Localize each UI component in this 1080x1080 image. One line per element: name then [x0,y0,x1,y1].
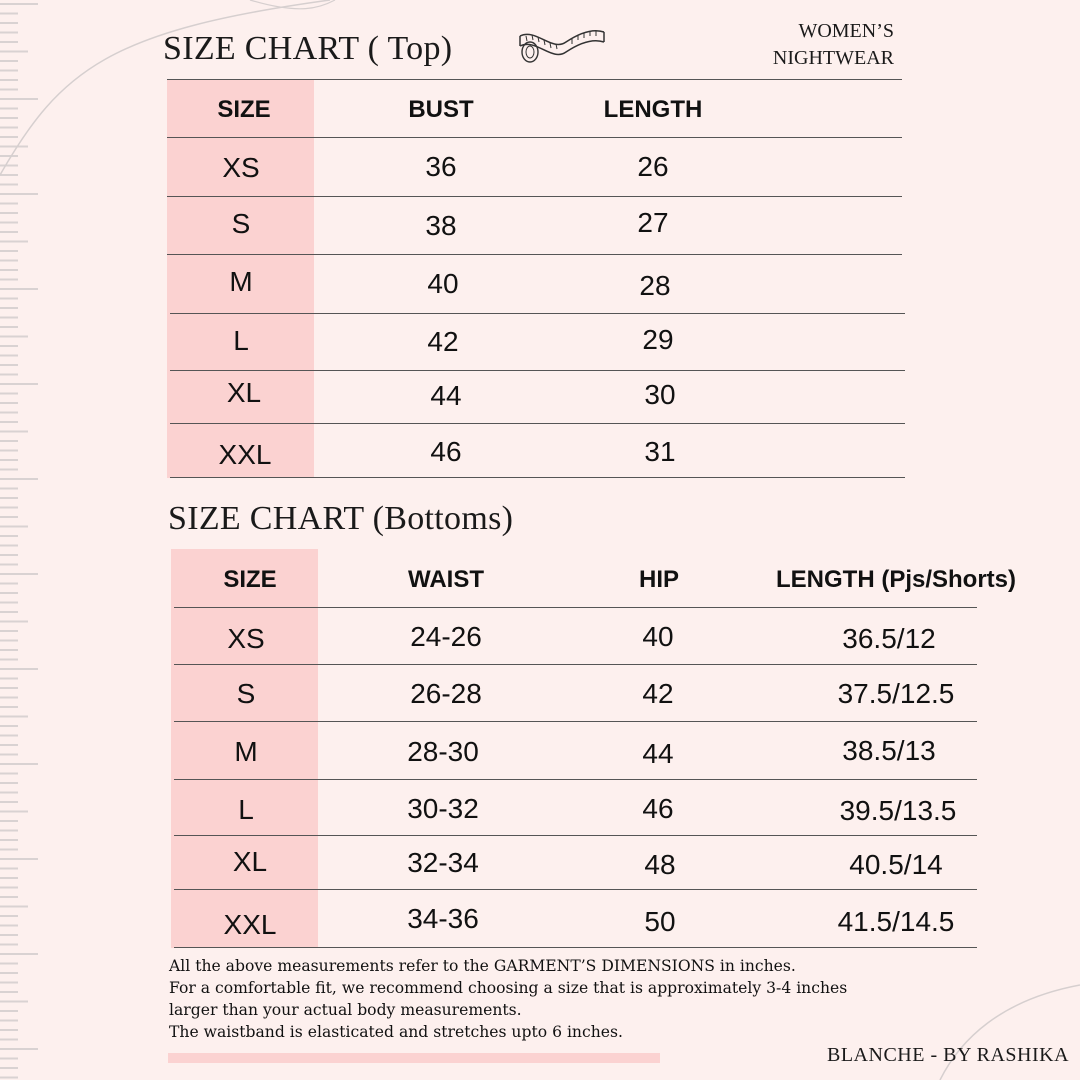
top-row-m-bust: 40 [427,268,459,299]
bottom-row-xs-hip: 40 [642,621,674,652]
top-row-s-bust: 38 [425,210,457,241]
top-row-l-length: 29 [642,324,674,355]
bottom-row-xl-waist: 32-34 [407,847,479,878]
top-table-line [167,79,902,80]
measuring-tape-icon [516,22,608,68]
top-row-xxl-bust: 46 [430,436,462,467]
bottom-header-size: SIZE [223,566,277,593]
bottom-row-xl-length: 40.5/14 [849,849,943,880]
bottom-row-m-size: M [234,736,258,767]
brand-bottom-label: BLANCHE - BY RASHIKA [827,1044,1070,1066]
bottom-row-xs-waist: 24-26 [410,621,482,652]
bottom-table-line [174,889,977,890]
top-row-l-size: L [233,325,249,356]
bottom-row-xl-size: XL [232,846,268,877]
bottom-row-s-waist: 26-28 [410,678,482,709]
bottom-row-m-hip: 44 [642,738,674,769]
top-table-line [170,423,905,424]
note-line: larger than your actual body measurements. [169,1001,522,1019]
bottom-row-s-length: 37.5/12.5 [837,678,955,709]
pink-divider-bar [168,1053,660,1063]
top-row-xs-size: XS [222,152,260,183]
top-header-length: LENGTH [603,96,703,123]
top-header-size: SIZE [217,96,271,123]
bottom-row-s-size: S [236,678,256,709]
top-table-line [167,254,902,255]
top-table-line [167,196,902,197]
top-chart-title: SIZE CHART ( Top) [163,30,453,67]
ruler-decoration [0,0,40,1080]
top-row-xs-bust: 36 [425,151,457,182]
top-row-xxl-size: XXL [218,439,272,470]
bottom-row-xs-size: XS [227,623,265,654]
bottom-row-xs-length: 36.5/12 [842,623,936,654]
top-row-xs-length: 26 [637,151,669,182]
bottom-row-xxl-waist: 34-36 [407,903,479,934]
bottom-table-line [174,947,977,948]
brand-top-line-2: NIGHTWEAR [772,47,894,69]
top-header-bust: BUST [408,96,474,123]
top-row-xl-size: XL [226,377,262,408]
top-row-s-size: S [231,208,251,239]
bottom-row-l-hip: 46 [642,793,674,824]
bottom-row-xxl-size: XXL [223,909,277,940]
bottom-row-m-length: 38.5/13 [842,735,936,766]
bottom-row-l-length: 39.5/13.5 [839,795,957,826]
top-row-s-length: 27 [637,207,669,238]
top-table-line [170,370,905,371]
measurement-notes [169,955,929,1043]
bottom-row-s-hip: 42 [642,678,674,709]
bottom-table-line [174,607,977,608]
bottom-row-xl-hip: 48 [644,849,676,880]
top-table-line [170,313,905,314]
top-row-l-bust: 42 [427,326,459,357]
top-table-line [167,137,902,138]
bottom-table-line [174,835,977,836]
bottom-table-line [174,721,977,722]
bottom-row-xxl-length: 41.5/14.5 [837,906,955,937]
bottom-row-m-waist: 28-30 [407,736,479,767]
note-line: The waistband is elasticated and stretches upto 6 inches. [169,1023,623,1041]
bottom-row-l-waist: 30-32 [407,793,479,824]
brand-top-line-1: WOMEN’S [798,20,894,42]
bottom-header-waist: WAIST [408,566,484,593]
top-row-m-length: 28 [639,270,671,301]
brand-top-label [773,18,894,72]
note-line: For a comfortable fit, we recommend choosing a size that is approximately 3-4 inches [169,979,848,997]
bottom-header-hip: HIP [638,566,680,593]
note-line: All the above measurements refer to the GARMENT’S DIMENSIONS in inches. [169,957,796,975]
bottom-row-xxl-hip: 50 [644,906,676,937]
bottom-row-l-size: L [238,794,254,825]
bottom-table-line [174,779,977,780]
bottom-table-line [174,664,977,665]
bottom-chart-title: SIZE CHART (Bottoms) [168,500,514,537]
bottom-header-length: LENGTH (Pjs/Shorts) [775,566,1017,593]
top-row-m-size: M [229,266,253,297]
top-table-line [170,477,905,478]
top-row-xl-length: 30 [644,379,676,410]
top-row-xxl-length: 31 [644,436,676,467]
top-row-xl-bust: 44 [430,380,462,411]
